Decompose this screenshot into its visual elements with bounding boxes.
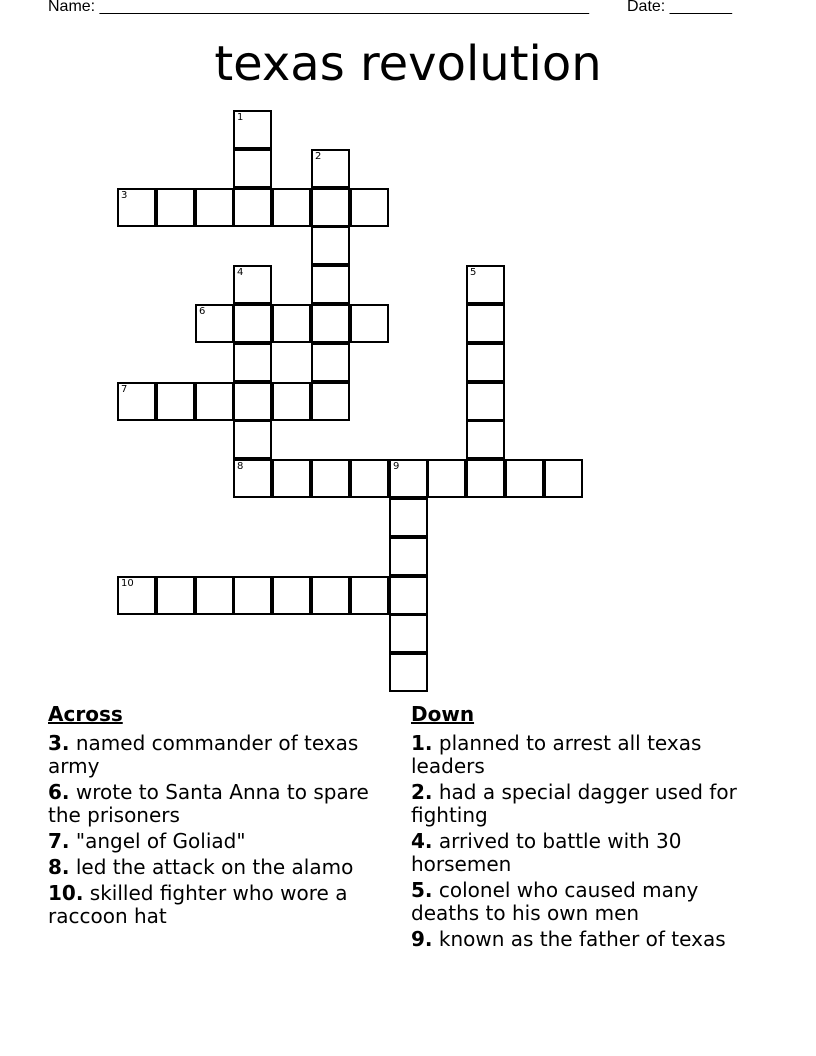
down-clues: [411, 702, 751, 954]
cell-number: 3: [121, 190, 128, 201]
across-clue: [48, 856, 388, 879]
cell-number: 5: [470, 267, 477, 278]
down-clue: [411, 928, 751, 951]
down-clue: [411, 781, 751, 827]
crossword-cell[interactable]: [350, 576, 389, 615]
crossword-cell[interactable]: [233, 110, 272, 149]
crossword-cell[interactable]: [350, 188, 389, 227]
crossword-cell[interactable]: [233, 188, 272, 227]
crossword-cell[interactable]: [233, 343, 272, 382]
clue-number: 3.: [48, 731, 70, 755]
crossword-cell[interactable]: [311, 382, 350, 421]
crossword-cell[interactable]: [311, 149, 350, 188]
crossword-cell[interactable]: [311, 265, 350, 304]
date-field-label: Date: _______: [627, 0, 732, 15]
clue-text: colonel who caused many deaths to his own men: [411, 878, 699, 925]
crossword-cell[interactable]: [156, 188, 195, 227]
cell-number: 7: [121, 384, 128, 395]
crossword-cell[interactable]: [311, 188, 350, 227]
crossword-cell[interactable]: [427, 459, 466, 498]
crossword-cell[interactable]: [311, 459, 350, 498]
crossword-cell[interactable]: [272, 576, 311, 615]
crossword-cell[interactable]: [117, 382, 156, 421]
cell-number: 9: [393, 461, 400, 472]
crossword-cell[interactable]: [544, 459, 583, 498]
crossword-cell[interactable]: [311, 576, 350, 615]
crossword-cell[interactable]: [466, 265, 505, 304]
crossword-cell[interactable]: [272, 382, 311, 421]
crossword-cell[interactable]: [117, 576, 156, 615]
down-clue: [411, 830, 751, 876]
cell-number: 4: [237, 267, 244, 278]
crossword-cell[interactable]: [389, 498, 428, 537]
across-heading: Across: [48, 702, 123, 726]
crossword-cell[interactable]: [350, 459, 389, 498]
crossword-cell[interactable]: [505, 459, 544, 498]
cell-number: 1: [237, 112, 244, 123]
clue-text: wrote to Santa Anna to spare the prisoners: [48, 780, 369, 827]
crossword-cell[interactable]: [156, 576, 195, 615]
clue-number: 6.: [48, 780, 70, 804]
cell-number: 6: [199, 306, 206, 317]
crossword-cell[interactable]: [350, 304, 389, 343]
crossword-cell[interactable]: [233, 304, 272, 343]
crossword-cell[interactable]: [389, 537, 428, 576]
crossword-cell[interactable]: [389, 459, 428, 498]
crossword-cell[interactable]: [195, 382, 234, 421]
crossword-cell[interactable]: [233, 265, 272, 304]
clue-text: had a special dagger used for fighting: [411, 780, 737, 827]
clue-number: 8.: [48, 855, 70, 879]
clue-text: known as the father of texas: [438, 927, 726, 951]
crossword-cell[interactable]: [195, 576, 234, 615]
crossword-cell[interactable]: [195, 304, 234, 343]
across-clue: [48, 732, 388, 778]
clue-number: 1.: [411, 731, 433, 755]
crossword-cell[interactable]: [272, 459, 311, 498]
crossword-cell[interactable]: [233, 420, 272, 459]
crossword-cell[interactable]: [233, 459, 272, 498]
clue-number: 5.: [411, 878, 433, 902]
crossword-cell[interactable]: [156, 382, 195, 421]
clue-text: arrived to battle with 30 horsemen: [411, 829, 682, 876]
cell-number: 8: [237, 461, 244, 472]
page-title: texas revolution: [214, 36, 602, 92]
crossword-cell[interactable]: [311, 304, 350, 343]
cell-number: 10: [121, 578, 134, 589]
crossword-cell[interactable]: [466, 420, 505, 459]
crossword-cell[interactable]: [272, 188, 311, 227]
across-clue: [48, 830, 388, 853]
clue-number: 10.: [48, 881, 84, 905]
crossword-cell[interactable]: [233, 149, 272, 188]
down-clue: [411, 879, 751, 925]
clue-text: "angel of Goliad": [75, 829, 246, 853]
crossword-cell[interactable]: [117, 188, 156, 227]
crossword-cell[interactable]: [466, 304, 505, 343]
crossword-cell[interactable]: [233, 576, 272, 615]
clue-text: led the attack on the alamo: [75, 855, 354, 879]
across-clue: [48, 781, 388, 827]
crossword-cell[interactable]: [389, 576, 428, 615]
crossword-cell[interactable]: [389, 653, 428, 692]
clue-number: 2.: [411, 780, 433, 804]
down-clue: [411, 732, 751, 778]
name-field-label: Name: _______________________________________________________: [48, 0, 589, 15]
clue-text: named commander of texas army: [48, 731, 359, 778]
across-clues: [48, 702, 388, 931]
crossword-cell[interactable]: [466, 343, 505, 382]
clue-number: 7.: [48, 829, 70, 853]
clue-number: 4.: [411, 829, 433, 853]
crossword-cell[interactable]: [195, 188, 234, 227]
crossword-cell[interactable]: [272, 304, 311, 343]
crossword-cell[interactable]: [233, 382, 272, 421]
crossword-cell[interactable]: [311, 343, 350, 382]
clue-number: 9.: [411, 927, 433, 951]
crossword-cell[interactable]: [466, 459, 505, 498]
cell-number: 2: [315, 151, 322, 162]
down-heading: Down: [411, 702, 475, 726]
across-clue: [48, 882, 388, 928]
crossword-cell[interactable]: [311, 226, 350, 265]
crossword-cell[interactable]: [389, 614, 428, 653]
crossword-cell[interactable]: [466, 382, 505, 421]
clue-text: planned to arrest all texas leaders: [411, 731, 702, 778]
clue-text: skilled fighter who wore a raccoon hat: [48, 881, 348, 928]
